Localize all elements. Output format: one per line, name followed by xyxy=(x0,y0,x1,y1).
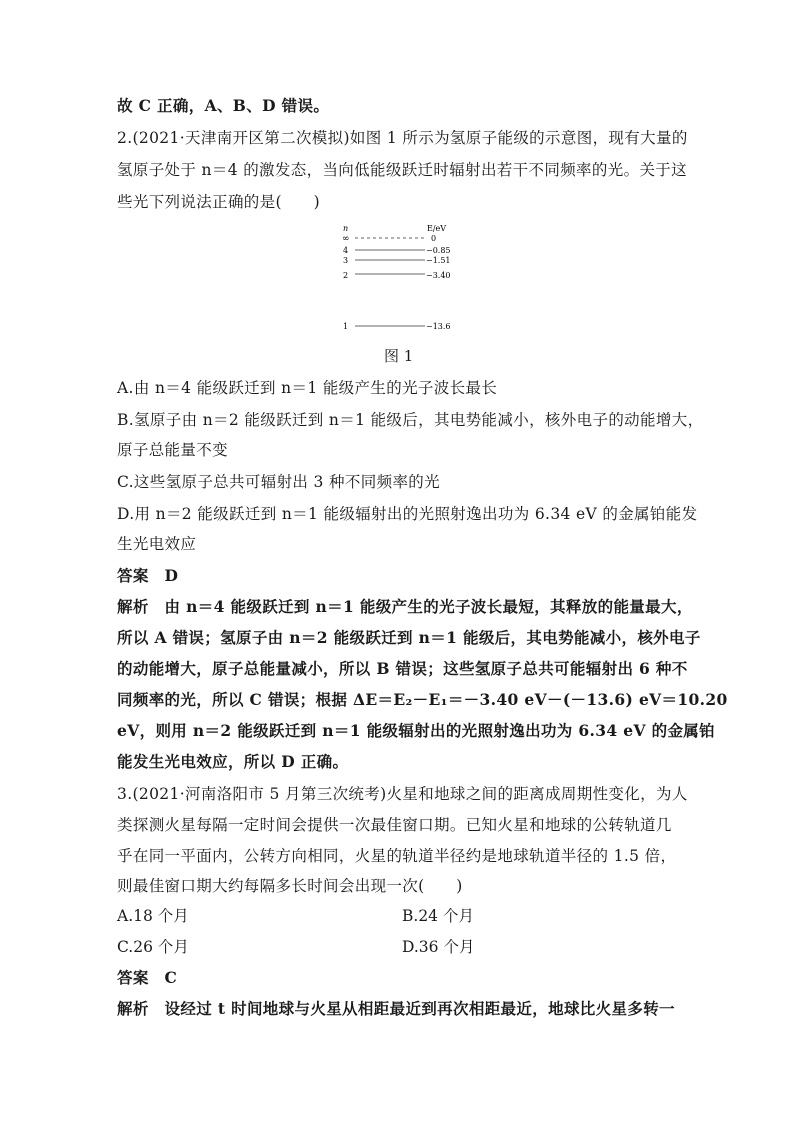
diagram-e-header: E/eV xyxy=(427,224,447,233)
explanation-2-line-6: 能发生光电效应，所以 D 正确。 xyxy=(117,752,349,771)
option-b-line-1: B.氢原子由 n＝2 能级跃迁到 n＝1 能级后，其电势能减小，核外电子的动能增大， xyxy=(117,411,704,429)
answer-3: 答案 C xyxy=(117,968,178,987)
explanation-3-line-1: 解析 设经过 t 时间地球与火星从相距最近到再次相距最近，地球比火星多转一 xyxy=(117,999,675,1018)
explanation-2-line-5: eV，则用 n＝2 能级跃迁到 n＝1 能级辐射出的光照射逸出功为 6.34 eV 的金属铂 xyxy=(117,721,716,740)
level-3-n: 3 xyxy=(343,256,349,265)
question-3-line-2: 类探测火星每隔一定时间会提供一次最佳窗口期。已知火星和地球的公转轨道几 xyxy=(117,816,672,834)
question-2-line-2: 氢原子处于 n＝4 的激发态，当向低能级跃迁时辐射出若干不同频率的光。关于这 xyxy=(117,161,688,179)
question-3-option-b: B.24 个月 xyxy=(402,907,474,925)
energy-level-diagram xyxy=(330,222,470,334)
option-b-line-2: 原子总能量不变 xyxy=(117,441,228,459)
level-inf-e: 0 xyxy=(431,234,437,243)
level-2-n: 2 xyxy=(343,271,349,280)
question-3-option-c: C.26 个月 xyxy=(117,938,189,956)
explanation-2-line-4: 同频率的光，所以 C 错误；根据 ΔE＝E₂－E₁＝－3.40 eV－(－13.6) eV＝10.20 xyxy=(117,690,728,709)
explanation-2-line-3: 的动能增大，原子总能量减小，所以 B 错误；这些氢原子总共可能辐射出 6 种不 xyxy=(117,659,688,678)
question-2-line-3: 些光下列说法正确的是( ) xyxy=(117,193,320,211)
option-d-line-2: 生光电效应 xyxy=(117,535,197,553)
level-1-n: 1 xyxy=(343,322,349,331)
explanation-2-line-2: 所以 A 错误；氢原子由 n＝2 能级跃迁到 n＝1 能级后，其电势能减小，核外电子 xyxy=(117,628,701,647)
level-inf-n: ∞ xyxy=(342,234,350,244)
question-3-option-d: D.36 个月 xyxy=(402,938,475,956)
option-c: C.这些氢原子总共可辐射出 3 种不同频率的光 xyxy=(117,473,441,491)
question-3-line-4: 则最佳窗口期大约每隔多长时间会出现一次( ) xyxy=(117,877,463,895)
level-1-e: −13.6 xyxy=(426,322,451,331)
question-3-line-3: 乎在同一平面内，公转方向相同，火星的轨道半径约是地球轨道半径的 1.5 倍， xyxy=(117,847,677,865)
answer-2: 答案 D xyxy=(117,566,179,585)
question-2-line-1: 2.(2021·天津南开区第二次模拟)如图 1 所示为氢原子能级的示意图，现有大量的 xyxy=(117,129,688,147)
question-3-line-1: 3.(2021·河南洛阳市 5 月第三次统考)火星和地球之间的距离成周期性变化，为人 xyxy=(117,785,688,803)
level-2-e: −3.40 xyxy=(426,271,451,280)
level-4-e: −0.85 xyxy=(426,246,451,255)
conclusion-line: 故 C 正确，A、B、D 错误。 xyxy=(117,96,330,115)
diagram-n-header: n xyxy=(343,224,349,233)
level-4-n: 4 xyxy=(343,246,349,255)
explanation-2-line-1: 解析 由 n＝4 能级跃迁到 n＝1 能级产生的光子波长最短，其释放的能量最大， xyxy=(117,597,693,616)
question-3-option-a: A.18 个月 xyxy=(117,907,189,925)
level-3-e: −1.51 xyxy=(426,256,451,265)
option-a: A.由 n＝4 能级跃迁到 n＝1 能级产生的光子波长最长 xyxy=(117,379,498,397)
option-d-line-1: D.用 n＝2 能级跃迁到 n＝1 能级辐射出的光照射逸出功为 6.34 eV 的金属铂能发 xyxy=(117,505,698,523)
figure-caption: 图 1 xyxy=(384,347,414,365)
